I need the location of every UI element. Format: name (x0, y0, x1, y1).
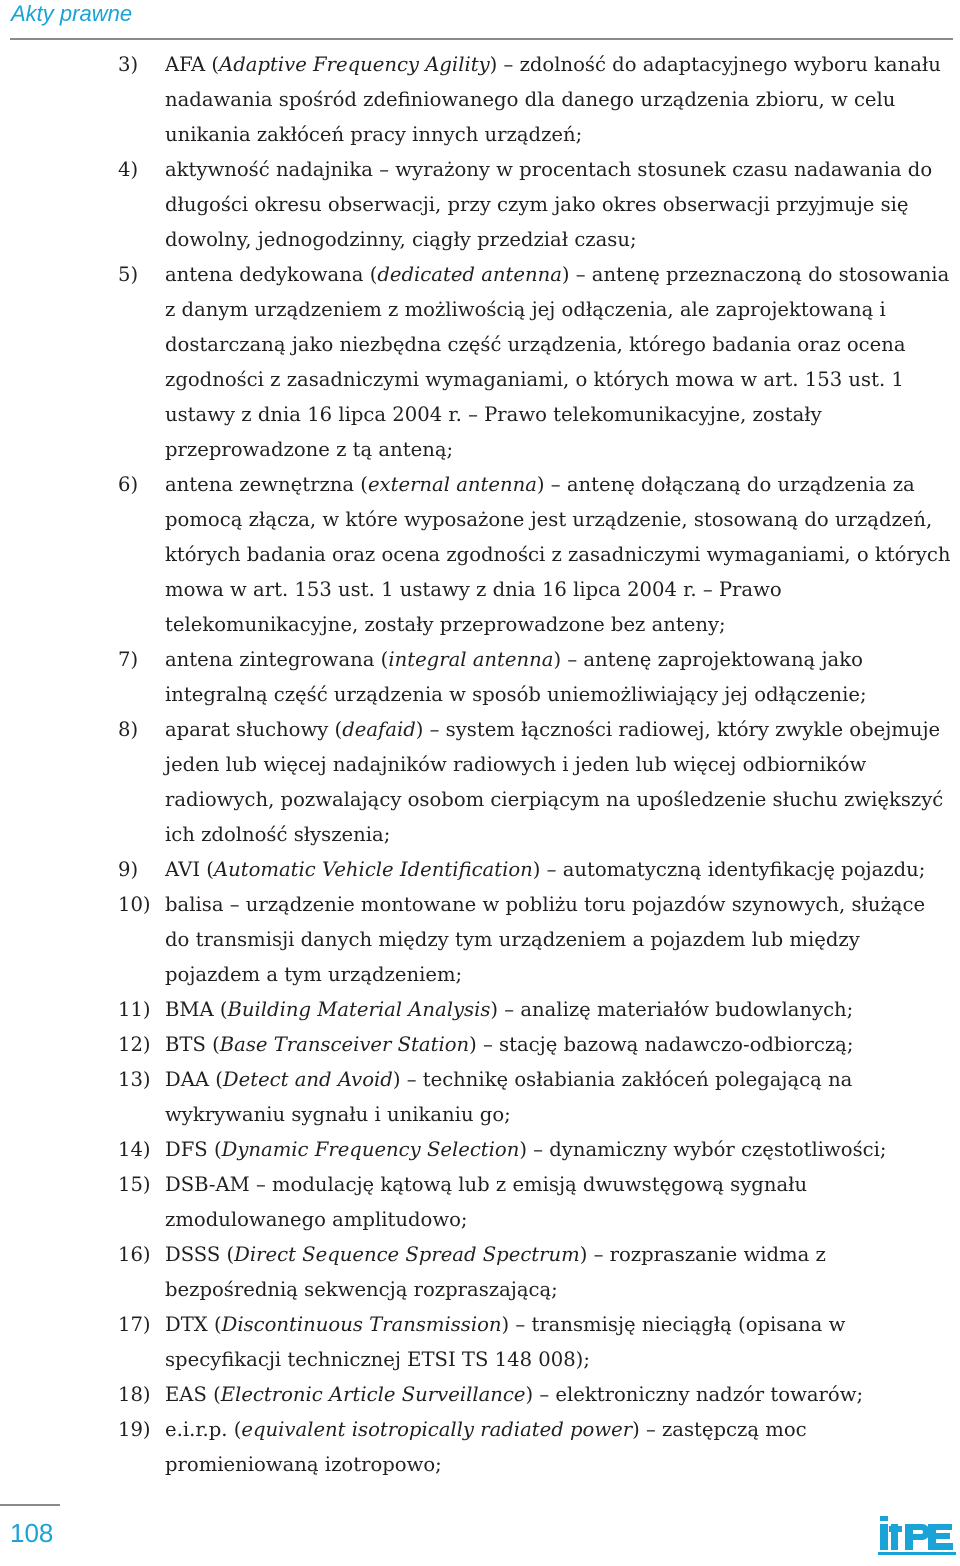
definition-text-run: DTX ( (165, 1313, 222, 1336)
term-english: Base Transceiver Station (219, 1033, 470, 1056)
definition-text-run: ) – stację bazową nadawczo-odbiorczą; (469, 1033, 854, 1056)
definition-number: 10) (118, 893, 151, 916)
term-english: Adaptive Frequency Agility (219, 53, 490, 76)
definition-text (165, 852, 953, 887)
definition-text-run: ) – technikę osłabiania zakłóceń polegającą na wykrywaniu sygnału i unikaniu go; (165, 1068, 853, 1126)
definition-text (165, 467, 953, 642)
definition-text (165, 1307, 953, 1377)
definition-text-run: ) – analizę materiałów budowlanych; (490, 998, 854, 1021)
definition-number: 8) (118, 718, 139, 741)
definition-text (165, 152, 953, 257)
definition-text-run: ) – rozpraszanie widma z bezpośrednią sekwencją rozpraszającą; (165, 1243, 826, 1301)
definition-number: 19) (118, 1418, 151, 1441)
definition-text-run: antena dedykowana ( (165, 263, 378, 286)
definition-text (165, 1132, 953, 1167)
definition-text (165, 992, 953, 1027)
definition-text-run: AVI ( (165, 858, 214, 881)
definition-item (0, 1062, 953, 1132)
publisher-logo (878, 1514, 956, 1560)
definition-text-run: DAA ( (165, 1068, 223, 1091)
definition-number: 6) (118, 473, 139, 496)
definition-text (165, 47, 953, 152)
definition-number: 12) (118, 1033, 151, 1056)
definition-item (0, 642, 953, 712)
definition-item (0, 1167, 953, 1237)
definition-text-run: DSSS ( (165, 1243, 235, 1266)
definition-item (0, 1412, 953, 1482)
definition-item (0, 467, 953, 642)
definition-text-run: antena zintegrowana ( (165, 648, 389, 671)
definition-item (0, 887, 953, 992)
definition-number: 15) (118, 1173, 151, 1196)
definition-text-run: DSB-AM – modulację kątową lub z emisją dwuwstęgową sygnału zmodulowanego amplitudowo; (165, 1173, 808, 1231)
footer-divider (0, 1504, 60, 1506)
definition-number: 11) (118, 998, 151, 1021)
definition-item (0, 152, 953, 257)
definition-text-run: aktywność nadajnika – wyrażony w procentach stosunek czasu nadawania do długości okresu obserwacji, przy czym jako okres obserwacji przyjmuje się dowolny, jednogodzinny, ciągły przedział czasu; (165, 158, 933, 251)
definition-number: 18) (118, 1383, 151, 1406)
definition-text-run: antena zewnętrzna ( (165, 473, 368, 496)
term-english: Dynamic Frequency Selection (221, 1138, 520, 1161)
definition-number: 17) (118, 1313, 151, 1336)
definition-text (165, 1062, 953, 1132)
definition-text-run: ) – transmisję nieciągłą (opisana w specyfikacji technicznej ETSI TS 148 008); (165, 1313, 846, 1371)
definition-text-run: ) – dynamiczny wybór częstotliwości; (519, 1138, 887, 1161)
definition-text-run: DFS ( (165, 1138, 222, 1161)
section-title: Akty prawne (11, 1, 133, 26)
definition-number: 14) (118, 1138, 151, 1161)
definition-text-run: e.i.r.p. ( (165, 1418, 242, 1441)
definition-number: 13) (118, 1068, 151, 1091)
definition-text-run: EAS ( (165, 1383, 221, 1406)
definition-item (0, 1377, 953, 1412)
definition-text (165, 1027, 953, 1062)
definition-item (0, 712, 953, 852)
term-english: Automatic Vehicle Identification (213, 858, 533, 881)
definition-number: 9) (118, 858, 139, 881)
definition-text-run: ) – antenę przeznaczoną do stosowania z danym urządzeniem z możliwością jej odłączenia, ale zaprojektowaną i dostarczaną jako niezbędna część urządzenia, którego badania oraz ocena zgodności z zasadniczymi wymaganiami, o których mowa w art. 153 ust. 1 ustawy z dnia 16 lipca 2004 r. – Prawo telekomunikacyjne, zostały przeprowadzone z tą anteną; (165, 263, 950, 461)
definition-number: 16) (118, 1243, 151, 1266)
definition-text-run: ) – elektroniczny nadzór towarów; (525, 1383, 864, 1406)
header-divider (10, 38, 953, 40)
definition-text-run: balisa – urządzenie montowane w pobliżu toru pojazdów szynowych, służące do transmisji danych między tym urządzeniem a pojazdem lub między pojazdem a tym urządzeniem; (165, 893, 926, 986)
definition-item (0, 852, 953, 887)
definition-item (0, 1237, 953, 1307)
definition-text-run: AFA ( (165, 53, 220, 76)
term-english: equivalent isotropically radiated power (241, 1418, 633, 1441)
definition-text-run: ) – zastępczą moc promieniowaną izotropowo; (165, 1418, 807, 1476)
definition-number: 3) (118, 53, 139, 76)
definition-item (0, 1027, 953, 1062)
definition-text (165, 1377, 953, 1412)
definition-text-run: ) – antenę dołączaną do urządzenia za pomocą złącza, w które wyposażone jest urządzenie, stosowaną do urządzeń, których badania oraz ocena zgodności z zasadniczymi wymaganiami, o których mowa w art. 153 ust. 1 ustawy z dnia 16 lipca 2004 r. – Prawo telekomunikacyjne, zostały przeprowadzone bez anteny; (165, 473, 951, 636)
term-english: Electronic Article Surveillance (220, 1383, 526, 1406)
term-english: external antenna (367, 473, 537, 496)
term-english: dedicated antenna (377, 263, 562, 286)
definition-text (165, 642, 953, 712)
term-english: Direct Sequence Spread Spectrum (234, 1243, 580, 1266)
definition-item (0, 47, 953, 152)
definition-text (165, 1412, 953, 1482)
definitions-list (0, 47, 960, 1482)
definition-text (165, 1167, 953, 1237)
definition-text (165, 887, 953, 992)
definition-text-run: aparat słuchowy ( (165, 718, 343, 741)
definition-text-run: ) – automatyczną identyfikację pojazdu; (532, 858, 926, 881)
definition-text-run: ) – zdolność do adaptacyjnego wyboru kanału nadawania spośród zdefiniowanego dla danego urządzenia zbioru, w celu unikania zakłóceń pracy innych urządzeń; (165, 53, 941, 146)
term-english: Building Material Analysis (227, 998, 491, 1021)
term-english: deafaid (342, 718, 416, 741)
definition-text-run: BMA ( (165, 998, 228, 1021)
definition-text (165, 257, 953, 467)
definition-text-run: BTS ( (165, 1033, 220, 1056)
definition-number: 4) (118, 158, 139, 181)
section-header (0, 0, 960, 42)
definition-item (0, 1307, 953, 1377)
definition-item (0, 992, 953, 1027)
definition-number: 5) (118, 263, 139, 286)
term-english: Detect and Avoid (222, 1068, 393, 1091)
definition-item (0, 257, 953, 467)
definition-number: 7) (118, 648, 139, 671)
definition-text-run: ) – antenę zaprojektowaną jako integralną część urządzenia w sposób uniemożliwiający jej odłączenie; (165, 648, 867, 706)
page-number: 108 (10, 1518, 54, 1548)
definition-text (165, 712, 953, 852)
term-english: Discontinuous Transmission (221, 1313, 502, 1336)
term-english: integral antenna (388, 648, 554, 671)
definition-item (0, 1132, 953, 1167)
definition-text-run: ) – system łączności radiowej, który zwykle obejmuje jeden lub więcej nadajników radiowych i jeden lub więcej odbiorników radiowych, pozwalający osobom cierpiącym na upośledzenie słuchu zwiększyć ich zdolność słyszenia; (165, 718, 944, 846)
definition-text (165, 1237, 953, 1307)
